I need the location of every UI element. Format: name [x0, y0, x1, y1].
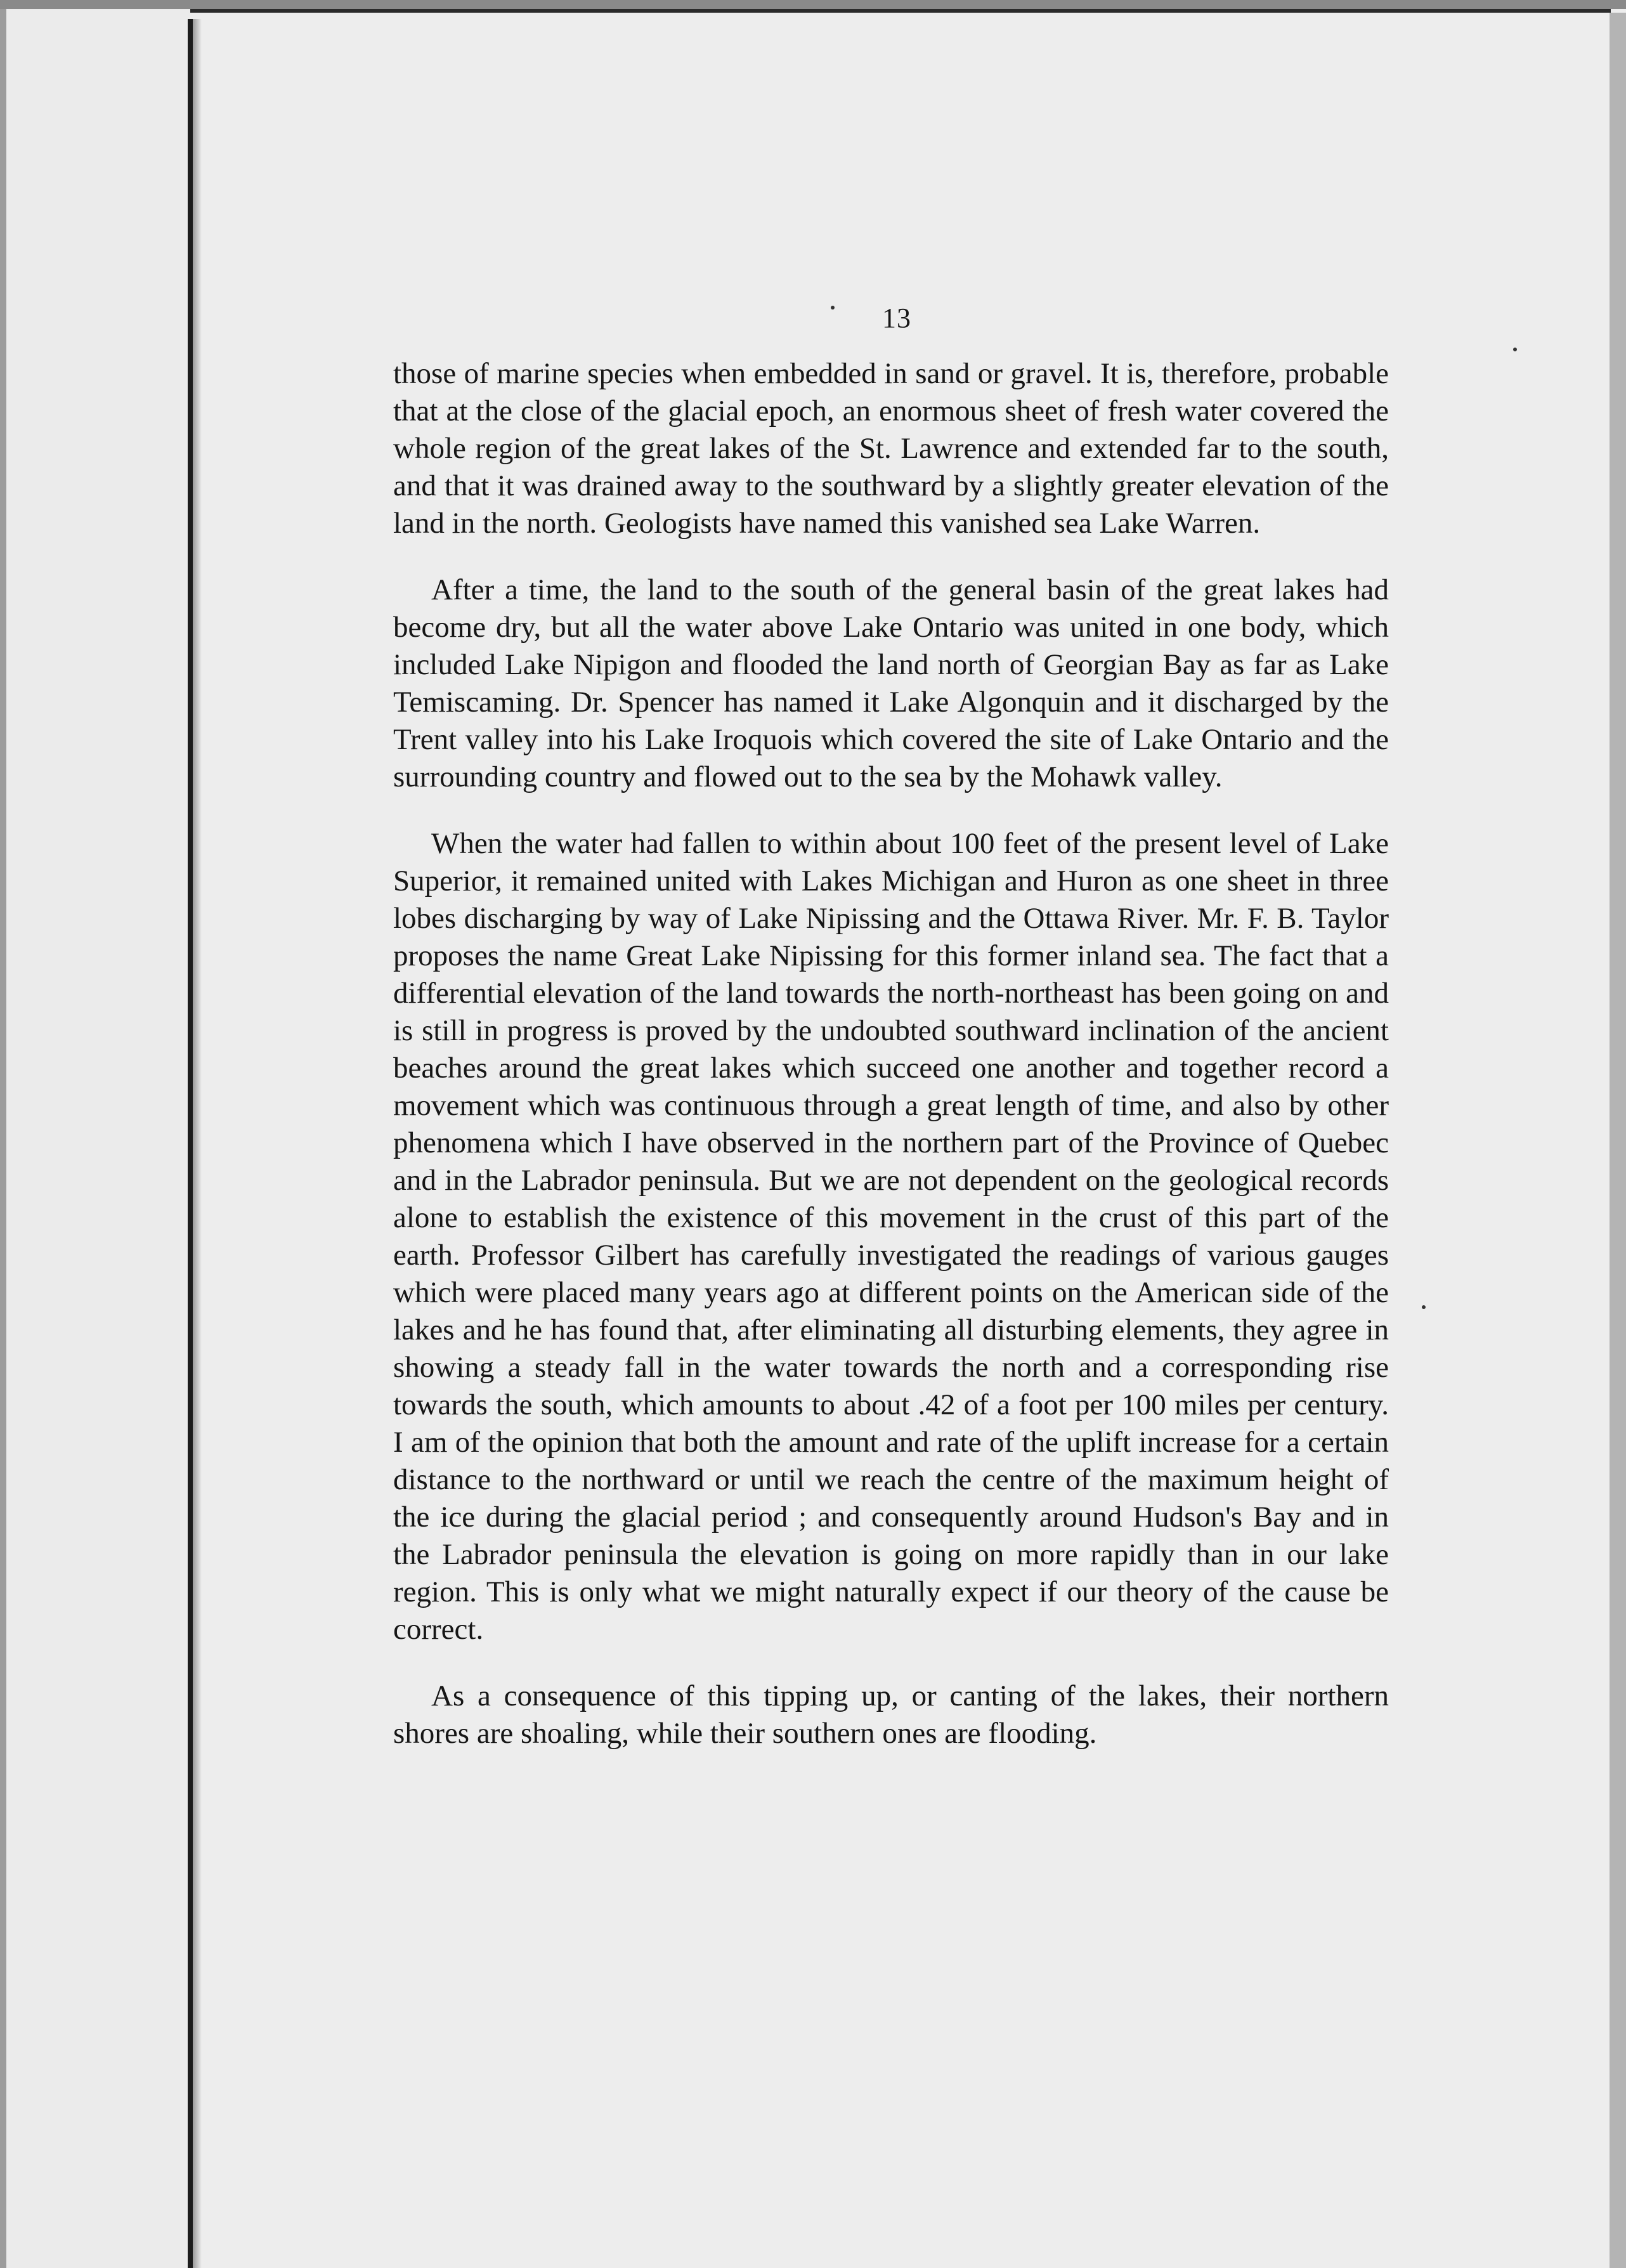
gutter-shadow: [193, 19, 202, 2268]
paragraph-2: After a time, the land to the south of the general basin of the great lakes had become dry, but all the water above Lake Ontario was united in one body, which included Lake Nipigon and flooded the land north of Georgian Bay as far as Lake Temiscaming. Dr. Spencer has named it Lake Algonquin and it discharged by the Trent valley into his Lake Iroquois which covered the site of Lake Ontario and the surrounding country and flowed out to the sea by the Mohawk valley.: [393, 573, 1389, 793]
right-page-edge: [1610, 13, 1626, 2268]
scan-speck: [831, 306, 835, 310]
book-gutter: [188, 19, 193, 2268]
left-page-edge: [0, 0, 6, 2268]
top-binding-shadow: [190, 9, 1611, 13]
facing-page-margin: [0, 0, 190, 2268]
paragraph-1: those of marine species when embedded in sand or gravel. It is, therefore, probable that at the close of the glacial epoch, an enormous sheet of fresh water covered the whole region of the great lakes of the St. Lawrence and extended far to the south, and that it was drained away to the southward by a slightly greater elevation of the land in the north. Geologists have named this vanished sea Lake Warren.: [393, 357, 1389, 540]
scan-speck: [1513, 348, 1517, 351]
scan-speck: [1422, 1305, 1426, 1309]
top-page-edge: [0, 0, 1626, 9]
body-text: [393, 355, 1389, 1782]
page-number: 13: [882, 303, 911, 334]
paragraph-4: As a consequence of this tipping up, or canting of the lakes, their northern shores are shoaling, while their southern ones are flooding.: [393, 1679, 1389, 1750]
paragraph-3: When the water had fallen to within about 100 feet of the present level of Lake Superior, it remained united with Lakes Michigan and Huron as one sheet in three lobes discharging by way of Lake Nipissing and the Ottawa River. Mr. F. B. Taylor proposes the name Great Lake Nipissing for this former inland sea. The fact that a differential elevation of the land towards the north-northeast has been going on and is still in progress is proved by the undoubted southward inclination of the ancient beaches around the great lakes which succeed one another and together record a movement which was continuous through a great length of time, and also by other phenomena which I have observed in the northern part of the Province of Quebec and in the Labrador peninsula. But we are not dependent on the geological records alone to establish the existence of this movement in the crust of this part of the earth. Professor Gilbert has carefully investigated the readings of various gauges which were placed many years ago at different points on the American side of the lakes and he has found that, after eliminating all disturbing elements, they agree in showing a steady fall in the water towards the north and a corresponding rise towards the south, which amounts to about .42 of a foot per 100 miles per century. I am of the opinion that both the amount and rate of the uplift increase for a certain distance to the northward or until we reach the centre of the maximum height of the ice during the glacial period ; and consequently around Hudson's Bay and in the Labrador peninsula the elevation is going on more rapidly than in our lake region. This is only what we might naturally expect if our theory of the cause be correct.: [393, 827, 1389, 1646]
